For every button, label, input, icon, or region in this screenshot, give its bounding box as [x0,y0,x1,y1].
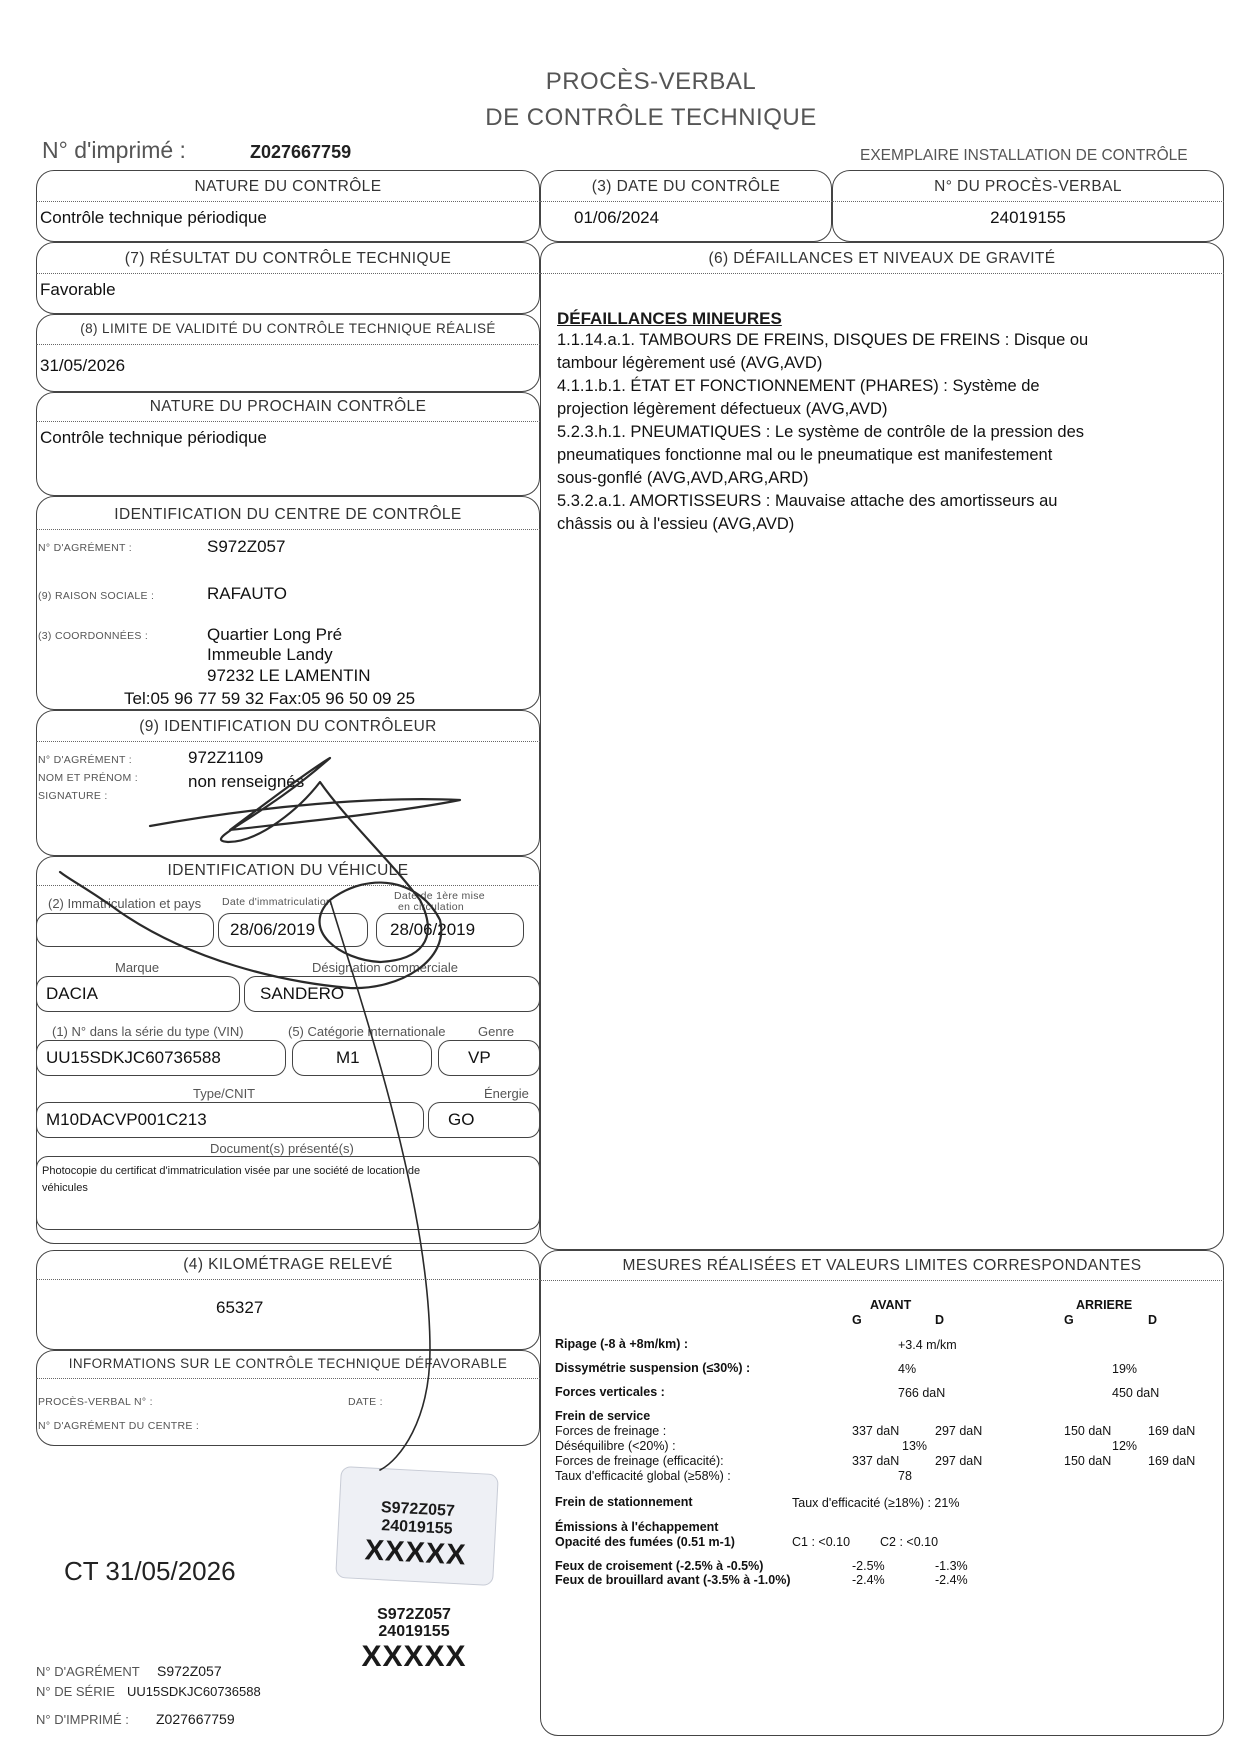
date-1ere-value: 28/06/2019 [390,920,476,939]
doc-title-line2: DE CONTRÔLE TECHNIQUE [485,104,817,131]
defavorable-pv-label: PROCÈS-VERBAL N° : [38,1396,153,1408]
defaillance-line: 4.1.1.b.1. ÉTAT ET FONCTIONNEMENT (PHARES) : Système de [557,377,1040,395]
mesures-header: MESURES RÉALISÉES ET VALEURS LIMITES CORRESPONDANTES [622,1257,1142,1274]
mesures-av-g: G [852,1313,862,1327]
vin-value: UU15SDKJC60736588 [46,1048,221,1067]
frein-service-label: Frein de service [555,1409,651,1423]
controleur-nom: non renseignés [188,772,305,791]
stamp-line1: S972Z057 [377,1606,451,1623]
fb-g: -2.4% [852,1573,885,1587]
date-1ere-label-2: en circulation [398,901,465,913]
date-1ere-label-1: Date de 1ère mise [394,890,485,902]
vin-label: (1) N° dans la série du type (VIN) [52,1024,244,1039]
ff-arg: 150 daN [1064,1424,1112,1438]
defaillance-line: 1.1.14.a.1. TAMBOURS DE FREINS, DISQUES DE FREINS : Disque ou [557,331,1089,349]
sticker-line3: XXXXX [363,1534,468,1572]
divider [36,273,540,274]
centre-addr2: Immeuble Landy [207,645,333,664]
dissy-label: Dissymétrie suspension (≤30%) : [555,1361,751,1375]
docs-line2: véhicules [42,1182,88,1194]
controleur-agrement: 972Z1109 [188,748,264,767]
defaillance-line: châssis ou à l'essieu (AVG,AVD) [557,515,795,533]
ff-label: Forces de freinage : [555,1424,667,1438]
ffe-label: Forces de freinage (efficacité): [555,1454,724,1468]
centre-tel: Tel:05 96 77 59 32 Fax:05 96 50 09 25 [124,689,416,708]
date-immat-value: 28/06/2019 [230,920,316,939]
ff-ard: 169 daN [1148,1424,1196,1438]
defaillance-line: 5.2.3.h.1. PNEUMATIQUES : Le système de contrôle de la pression des [557,423,1085,441]
fc-g: -2.5% [852,1559,885,1573]
footer-serie-label: N° DE SÉRIE [36,1684,115,1699]
defavorable-header: INFORMATIONS SUR LE CONTRÔLE TECHNIQUE DÉFAVORABLE [68,1356,508,1371]
controleur-header: (9) IDENTIFICATION DU CONTRÔLEUR [139,718,437,735]
doc-title-line1: PROCÈS-VERBAL [545,68,757,95]
ffe-avd: 297 daN [935,1454,983,1468]
num-pv-header: N° DU PROCÈS-VERBAL [934,178,1122,195]
centre-header: IDENTIFICATION DU CENTRE DE CONTRÔLE [114,506,462,523]
taux-label: Taux d'efficacité global (≥58%) : [555,1469,731,1483]
centre-addr1: Quartier Long Pré [207,625,343,644]
forces-vert-label: Forces verticales : [555,1385,665,1399]
mesures-ar-g: G [1064,1313,1074,1327]
genre-value: VP [468,1048,491,1067]
fb-d: -2.4% [935,1573,968,1587]
defaillance-line: tambour légèrement usé (AVG,AVD) [557,354,823,372]
stamp-line2: 24019155 [378,1623,450,1640]
divider [36,1378,540,1379]
marque-label: Marque [115,960,160,975]
type-value: M10DACVP001C213 [46,1110,207,1129]
energie-field [428,1102,540,1138]
prochain-value: Contrôle technique périodique [40,428,267,447]
defaillance-line: projection légèrement défectueux (AVG,AVD) [557,400,888,418]
dissy-av: 4% [898,1362,917,1376]
validite-value: 31/05/2026 [40,356,126,375]
docs-label: Document(s) présenté(s) [210,1141,354,1156]
ripage-value: +3.4 m/km [898,1338,957,1352]
mesures-box [540,1250,1224,1736]
divider [36,741,540,742]
nature-header: NATURE DU CONTRÔLE [194,178,382,195]
deseq-label: Déséquilibre (<20%) : [555,1439,676,1453]
ct-date: CT 31/05/2026 [64,1556,236,1586]
vehicule-header: IDENTIFICATION DU VÉHICULE [167,862,409,879]
ffe-ard: 169 daN [1148,1454,1196,1468]
ct-sticker [335,1466,499,1586]
divider [540,201,832,202]
docs-line1: Photocopie du certificat d'immatriculation visée par une société de location de [42,1165,421,1177]
controleur-nom-label: NOM ET PRÉNOM : [38,772,138,784]
stationnement-label: Frein de stationnement [555,1495,693,1509]
fv-av: 766 daN [898,1386,946,1400]
divider [36,201,540,202]
stamp-line3: XXXXX [361,1640,467,1673]
sticker-line2: 24019155 [380,1517,453,1538]
footer-agrement-label: N° D'AGRÉMENT [36,1664,140,1679]
centre-agrement: S972Z057 [207,537,286,556]
mesures-av-d: D [935,1313,945,1327]
divider [36,529,540,530]
designation-label: Désignation commerciale [312,960,458,975]
km-header: (4) KILOMÉTRAGE RELEVÉ [183,1256,393,1273]
mesures-ar-d: D [1148,1313,1158,1327]
stationnement-value: Taux d'efficacité (≥18%) : 21% [792,1496,960,1510]
opacite-label: Opacité des fumées (0.51 m-1) [555,1535,735,1549]
footer-serie: UU15SDKJC60736588 [127,1684,261,1699]
exemplaire-label: EXEMPLAIRE INSTALLATION DE CONTRÔLE [860,147,1188,164]
divider [36,1279,540,1280]
defavorable-date-label: DATE : [348,1396,383,1408]
prochain-header: NATURE DU PROCHAIN CONTRÔLE [149,398,427,415]
defaillance-line: pneumatiques fonctionne mal ou le pneumatique est manifestement [557,446,1053,464]
taux-value: 78 [898,1469,912,1483]
divider [540,273,1224,274]
resultat-header: (7) RÉSULTAT DU CONTRÔLE TECHNIQUE [124,250,452,267]
ripage-label: Ripage (-8 à +8m/km) : [555,1337,689,1351]
controleur-signature-label: SIGNATURE : [38,790,108,802]
defaillances-title: DÉFAILLANCES MINEURES [557,309,782,328]
deseq-av: 13% [902,1439,928,1453]
fv-ar: 450 daN [1112,1386,1160,1400]
ffe-arg: 150 daN [1064,1454,1112,1468]
divider [36,885,540,886]
ff-avg: 337 daN [852,1424,900,1438]
designation-value: SANDERO [260,984,345,1003]
footer-imprime-label: N° D'IMPRIMÉ : [36,1712,129,1727]
mesures-avant: AVANT [870,1298,912,1312]
date-immat-label: Date d'immatriculation [222,896,333,908]
validite-header: (8) LIMITE DE VALIDITÉ DU CONTRÔLE TECHNIQUE RÉALISÉ [80,321,496,336]
divider [540,1280,1224,1281]
energie-label: Énergie [484,1086,529,1101]
type-label: Type/CNIT [193,1086,256,1101]
date-controle-header: (3) DATE DU CONTRÔLE [591,178,781,195]
genre-label: Genre [478,1024,515,1039]
divider [36,421,540,422]
nature-value: Contrôle technique périodique [40,208,267,227]
feux-crois-label: Feux de croisement (-2.5% à -0.5%) [555,1559,764,1573]
categorie-label: (5) Catégorie internationale [288,1024,446,1039]
centre-raison-label: (9) RAISON SOCIALE : [38,590,155,602]
centre-coord-label: (3) COORDONNÉES : [38,630,149,642]
marque-value: DACIA [46,984,98,1003]
immat-field [36,913,214,947]
defaillance-line: 5.3.2.a.1. AMORTISSEURS : Mauvaise attache des amortisseurs au [557,492,1058,510]
immat-label: (2) Immatriculation et pays [48,896,202,911]
deseq-ar: 12% [1112,1439,1138,1453]
centre-raison: RAFAUTO [207,584,287,603]
controleur-agrement-label: N° D'AGRÉMENT : [38,754,132,766]
num-pv-value: 24019155 [990,208,1066,227]
divider [832,201,1224,202]
emissions-label: Émissions à l'échappement [555,1520,719,1534]
date-controle-value: 01/06/2024 [574,208,660,227]
c1-value: C1 : <0.10 [792,1535,851,1549]
centre-addr3: 97232 LE LAMENTIN [207,666,371,685]
km-value: 65327 [216,1298,264,1317]
footer-imprime: Z027667759 [156,1711,235,1727]
feux-brouil-label: Feux de brouillard avant (-3.5% à -1.0%) [555,1573,791,1587]
categorie-value: M1 [336,1048,360,1067]
fc-d: -1.3% [935,1559,968,1573]
defavorable-agrement-label: N° D'AGRÉMENT DU CENTRE : [38,1420,200,1432]
resultat-value: Favorable [40,280,116,299]
sticker-line1: S972Z057 [380,1499,456,1520]
c2-value: C2 : <0.10 [880,1535,939,1549]
ff-avd: 297 daN [935,1424,983,1438]
dissy-ar: 19% [1112,1362,1138,1376]
imprime-value: Z027667759 [250,142,352,162]
ffe-avg: 337 daN [852,1454,900,1468]
categorie-field [292,1040,432,1076]
footer-agrement: S972Z057 [157,1663,222,1679]
divider [36,344,540,345]
defaillances-header: (6) DÉFAILLANCES ET NIVEAUX DE GRAVITÉ [708,250,1056,267]
imprime-label: N° d'imprimé : [42,137,186,163]
energie-value: GO [448,1110,475,1129]
mesures-arriere: ARRIERE [1076,1298,1133,1312]
centre-agrement-label: N° D'AGRÉMENT : [38,542,132,554]
defaillance-line: sous-gonflé (AVG,AVD,ARG,ARD) [557,469,809,487]
